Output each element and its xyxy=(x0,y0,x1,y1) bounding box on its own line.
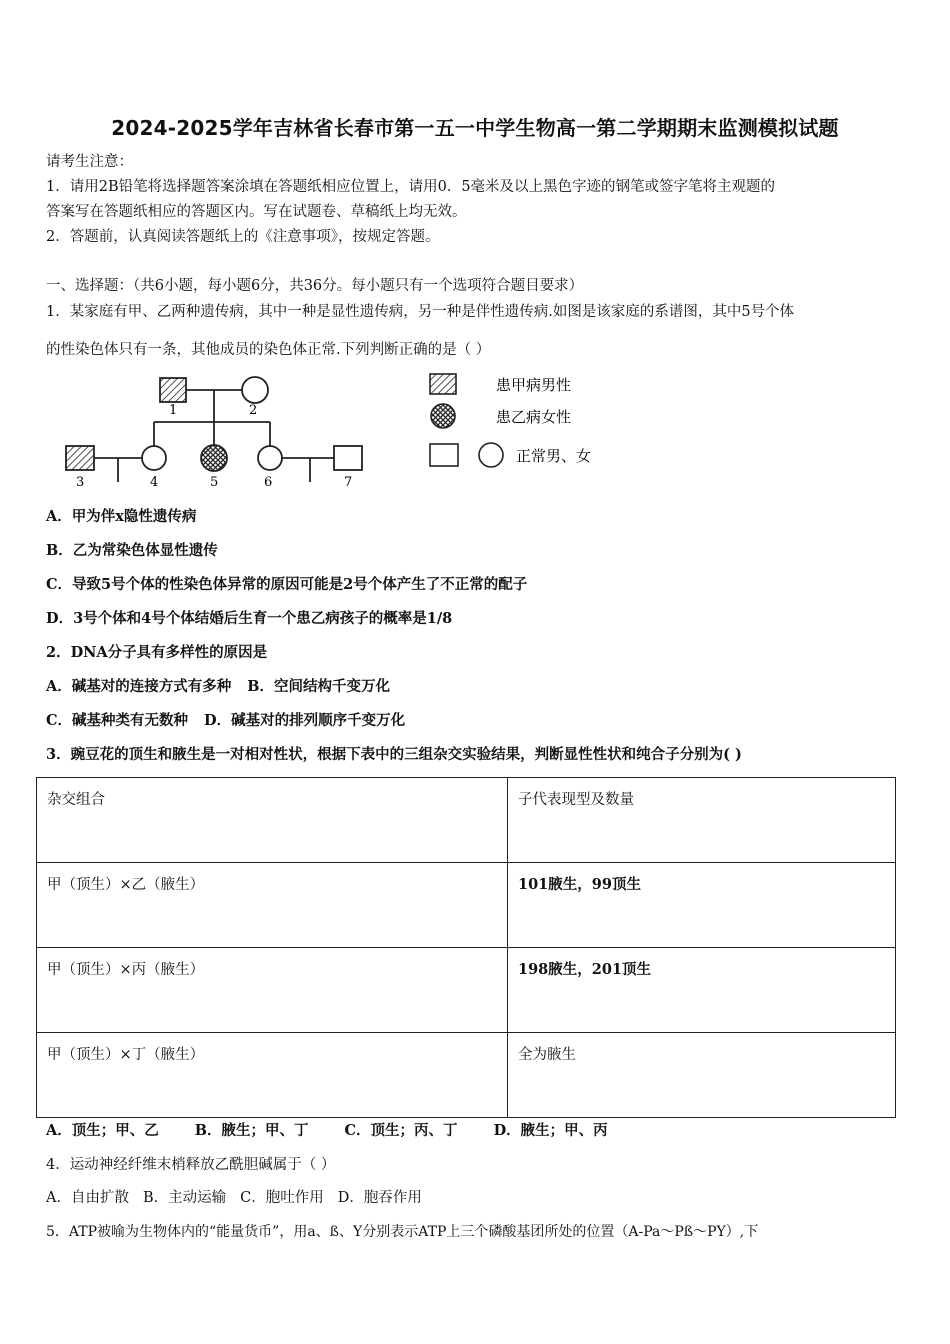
q2-option-c: C．碱基种类有无数种 xyxy=(46,712,189,729)
notice-line-2: 2．答题前，认真阅读答题纸上的《注意事项》，按规定答题。 xyxy=(46,229,440,245)
label-4: 4 xyxy=(150,475,159,490)
notice-line-1a: 1．请用2B铅笔将选择题答案涂填在答题纸相应位置上，请用0．5毫米及以上黑色字迹的钢笔或签字笔将主观题的 xyxy=(46,179,776,195)
cross-results-table xyxy=(36,777,896,1118)
table-cell: 甲（顶生）×乙（腋生） xyxy=(37,863,508,948)
individual-4-normal-female xyxy=(142,446,166,470)
q2-stem: 2．DNA分子具有多样性的原因是 xyxy=(46,644,268,661)
label-7: 7 xyxy=(344,475,353,490)
table-row xyxy=(37,948,896,1033)
table-cell: 甲（顶生）×丁（腋生） xyxy=(37,1033,508,1118)
q4-option-d: D．胞吞作用 xyxy=(337,1190,422,1206)
notice-line-1b: 答案写在答题纸相应的答题区内。写在试题卷、草稿纸上均无效。 xyxy=(46,204,467,220)
label-2: 2 xyxy=(249,403,258,418)
individual-1-affected-male xyxy=(160,378,186,402)
q2-option-d: D．碱基对的排列顺序千变万化 xyxy=(204,712,406,729)
table-cell: 198腋生，201顶生 xyxy=(508,948,896,1033)
q3-options xyxy=(46,1121,644,1141)
notice-heading: 请考生注意： xyxy=(46,154,133,170)
q1-option-a: A．甲为伴x隐性遗传病 xyxy=(46,508,197,525)
section-heading: 一、选择题：（共6小题，每小题6分，共36分。每小题只有一个选项符合题目要求） xyxy=(46,278,584,294)
legend-affected-female-icon xyxy=(431,404,455,428)
legend-affected-male-icon xyxy=(430,374,456,394)
q2-option-b: B．空间结构千变万化 xyxy=(247,678,391,695)
q1-stem-a: 1．某家庭有甲、乙两种遗传病，其中一种是显性遗传病，另一种是伴性遗传病.如图是该家庭的系谱图，其中5号个体 xyxy=(46,304,795,320)
table-header-cross: 杂交组合 xyxy=(37,778,508,863)
q4-option-a: A．自由扩散 xyxy=(46,1190,129,1206)
table-row xyxy=(37,863,896,948)
individual-7-normal-male xyxy=(334,446,362,470)
legend-normal-male-icon xyxy=(430,444,458,466)
table-row xyxy=(37,1033,896,1118)
q2-options-row-1 xyxy=(46,677,390,697)
table-cell: 甲（顶生）×丙（腋生） xyxy=(37,948,508,1033)
table-header-row xyxy=(37,778,896,863)
q3-stem: 3．豌豆花的顶生和腋生是一对相对性状，根据下表中的三组杂交实验结果，判断显性性状和纯合子分别为( ) xyxy=(46,746,742,763)
label-6: 6 xyxy=(264,475,273,490)
label-5: 5 xyxy=(210,475,219,490)
q1-option-d: D．3号个体和4号个体结婚后生育一个患乙病孩子的概率是1/8 xyxy=(46,610,453,627)
page-title: 2024-2025学年吉林省长春市第一五一中学生物高一第二学期期末监测模拟试题 xyxy=(111,116,839,140)
q3-option-c: C．顶生；丙、丁 xyxy=(344,1122,458,1139)
q3-option-b: B．腋生；甲、丁 xyxy=(194,1122,309,1139)
q3-option-d: D．腋生；甲、丙 xyxy=(493,1122,608,1139)
q1-option-c: C．导致5号个体的性染色体异常的原因可能是2号个体产生了不正常的配子 xyxy=(46,576,528,593)
q4-stem: 4．运动神经纤维末梢释放乙酰胆碱属于（ ） xyxy=(46,1157,336,1173)
q2-option-a: A．碱基对的连接方式有多种 xyxy=(46,678,232,695)
table-cell: 101腋生，99顶生 xyxy=(508,863,896,948)
legend-normal-female-icon xyxy=(479,443,503,467)
individual-6-normal-female xyxy=(258,446,282,470)
individual-5-affected-female xyxy=(201,445,227,471)
individual-3-affected-male xyxy=(66,446,94,470)
legend-affected-male: 患甲病男性 xyxy=(496,376,572,394)
legend-normal: 正常男、女 xyxy=(516,447,592,465)
pedigree-chart xyxy=(58,370,638,490)
label-3: 3 xyxy=(76,475,85,490)
q4-options xyxy=(46,1188,422,1208)
table-cell: 全为腋生 xyxy=(508,1033,896,1118)
individual-2-normal-female xyxy=(242,377,268,403)
label-1: 1 xyxy=(169,403,178,418)
legend-affected-female: 患乙病女性 xyxy=(496,408,572,426)
q2-options-row-2 xyxy=(46,711,405,731)
q1-stem-b: 的性染色体只有一条，其他成员的染色体正常.下列判断正确的是（ ） xyxy=(46,342,491,358)
q4-option-b: B．主动运输 xyxy=(142,1190,227,1206)
q3-option-a: A．顶生；甲、乙 xyxy=(46,1122,159,1139)
table-header-offspring: 子代表现型及数量 xyxy=(508,778,896,863)
q1-option-b: B．乙为常染色体显性遗传 xyxy=(46,542,218,559)
q4-option-c: C．胞吐作用 xyxy=(240,1190,324,1206)
q5-stem: 5．ATP被喻为生物体内的“能量货币”，用a、ß、Y分别表示ATP上三个磷酸基团所处的位置（A-Pa～Pß～PY）,下 xyxy=(46,1224,759,1240)
